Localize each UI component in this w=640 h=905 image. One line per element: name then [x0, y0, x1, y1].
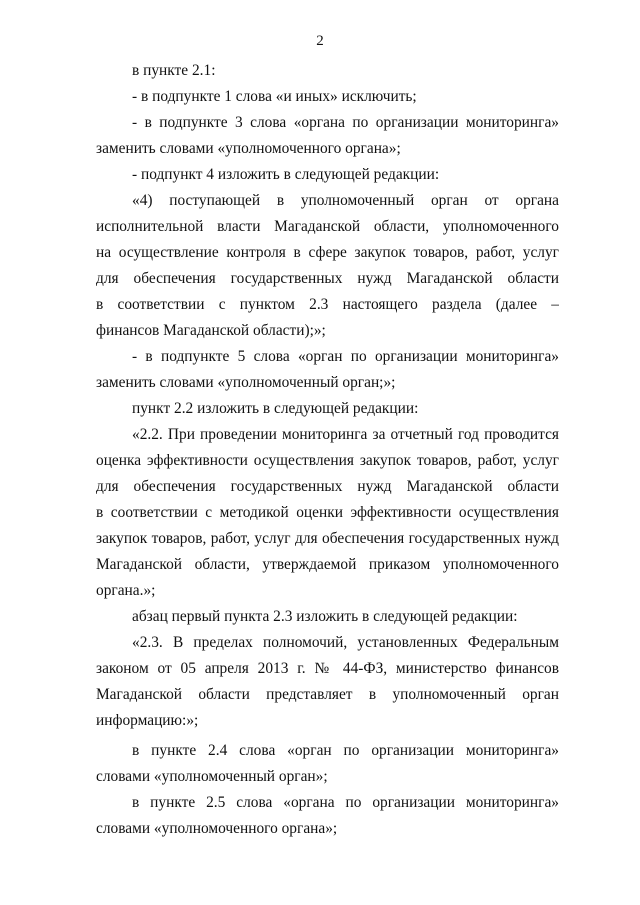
text-line: «2.2. При проведении мониторинга за отчетный год проводится [132, 426, 559, 443]
page-number: 2 [316, 33, 324, 49]
text-line: словами «уполномоченный орган»; [96, 768, 328, 785]
paragraph [96, 630, 559, 734]
text-line: законом от 05 апреля 2013 г. № 44-ФЗ, министерство финансов [96, 660, 559, 677]
text-line: - в подпункте 5 слова «орган по организации мониторинга» [132, 348, 559, 365]
text-line: - подпункт 4 изложить в следующей редакции: [132, 166, 440, 183]
text-line: финансов Магаданской области);»; [96, 322, 326, 339]
text-line: в пункте 2.5 слова «органа по организации мониторинга» [132, 794, 559, 811]
paragraph [96, 344, 559, 396]
text-line: на осуществление контроля в сфере закупок товаров, работ, услуг [96, 244, 559, 261]
text-line: оценка эффективности осуществления закупок товаров, работ, услуг [96, 452, 559, 469]
text-line: словами «уполномоченного органа»; [96, 820, 338, 837]
text-line: абзац первый пункта 2.3 изложить в следующей редакции: [132, 608, 518, 625]
paragraph [96, 84, 559, 110]
paragraph [96, 396, 559, 422]
paragraph [96, 110, 559, 162]
text-line: органа.»; [96, 582, 156, 599]
text-line: - в подпункте 1 слова «и иных» исключить; [132, 88, 417, 105]
paragraph [96, 604, 559, 630]
text-line: заменить словами «уполномоченного органа»; [96, 140, 401, 157]
text-line: закупок товаров, работ, услуг для обеспечения государственных нужд [96, 530, 559, 547]
paragraph [96, 162, 559, 188]
text-line: информацию:»; [96, 712, 199, 729]
text-line: - в подпункте 3 слова «органа по организации мониторинга» [132, 114, 559, 131]
text-line: в пункте 2.1: [132, 62, 216, 79]
text-line: в пункте 2.4 слова «орган по организации мониторинга» [132, 742, 559, 759]
paragraph [96, 58, 559, 84]
paragraph [96, 790, 559, 842]
text-line: заменить словами «уполномоченный орган;»; [96, 374, 396, 391]
text-line: пункт 2.2 изложить в следующей редакции: [132, 400, 419, 417]
text-line: в соответствии с методикой оценки эффективности осуществления [96, 504, 559, 521]
text-line: «4) поступающей в уполномоченный орган от органа [132, 192, 559, 209]
text-line: в соответствии с пунктом 2.3 настоящего раздела (далее – [96, 296, 559, 313]
text-line: для обеспечения государственных нужд Магаданской области [96, 270, 559, 287]
text-line: исполнительной власти Магаданской области, уполномоченного [96, 218, 559, 235]
paragraph [96, 188, 559, 344]
text-line: Магаданской области, утверждаемой приказом уполномоченного [96, 556, 559, 573]
text-line: «2.3. В пределах полномочий, установленных Федеральным [132, 634, 559, 651]
paragraph [96, 738, 559, 790]
paragraph [96, 422, 559, 604]
text-line: для обеспечения государственных нужд Магаданской области [96, 478, 559, 495]
text-line: Магаданской области представляет в уполномоченный орган [96, 686, 559, 703]
